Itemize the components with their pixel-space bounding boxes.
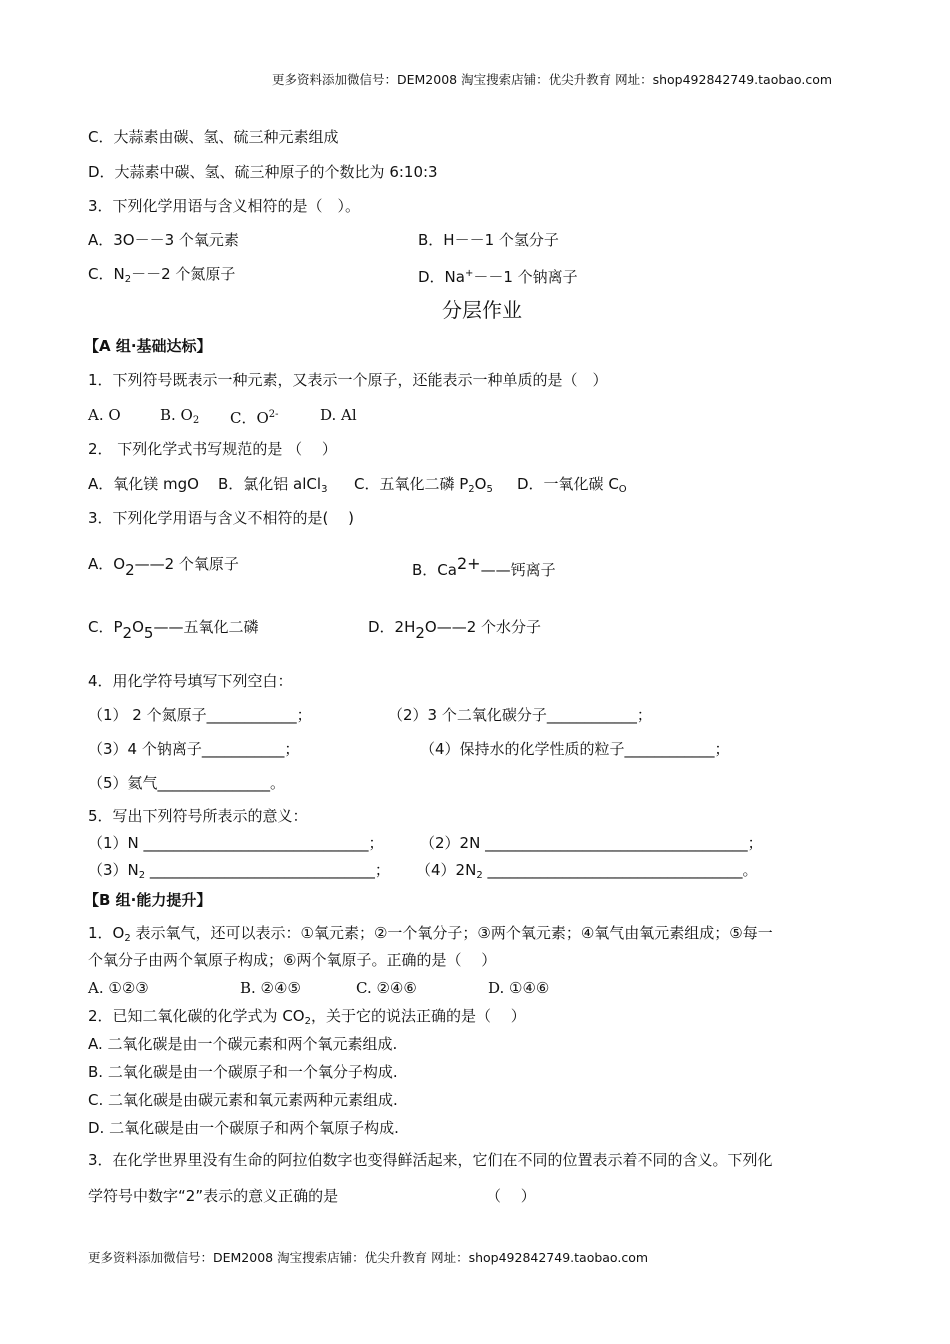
b-q2-option-a: A. 二氧化碳是由一个碳元素和两个氧元素组成.: [88, 1035, 398, 1053]
a-q1-option-d: D. Al: [320, 406, 357, 424]
a-q3-option-d: D．2H2O——2 个水分子: [368, 618, 542, 642]
a-q4-blank-3: （3）4 个钠离子___________；: [88, 740, 300, 758]
a-q3-option-b: B．Ca2+——钙离子: [412, 554, 556, 579]
b-q2-option-b: B. 二氧化碳是由一个碳原子和一个氧分子构成.: [88, 1063, 398, 1081]
prev-q3-option-b: B．H－－1 个氢分子: [418, 231, 559, 249]
b-q1-option-c: C. ②④⑥: [356, 979, 417, 997]
a-q4-blank-2: （2）3 个二氧化碳分子____________；: [388, 706, 652, 724]
group-b-heading: 【B 组·能力提升】: [84, 891, 212, 909]
a-q1-option-a: A. O: [88, 406, 121, 424]
prev-question-3: 3．下列化学用语与含义相符的是（ ）。: [88, 197, 361, 215]
a-q3-option-c: C．P2O5——五氧化二磷: [88, 618, 259, 642]
prev-q3-option-a: A．3O－－3 个氧元素: [88, 231, 239, 249]
a-q3-option-a: A．O2——2 个氧原子: [88, 555, 239, 579]
a-q2-option-c: C．五氧化二磷 $P_2O_5$: [354, 475, 493, 495]
section-title: 分层作业: [442, 298, 522, 322]
b-question-2: 2．已知二氧化碳的化学式为 $CO_2$，关于它的说法正确的是（ ）: [88, 1007, 526, 1027]
group-a-question-3: 3．下列化学用语与含义不相符的是( ): [88, 509, 355, 527]
group-a-question-4: 4．用化学符号填写下列空白：: [88, 672, 293, 690]
group-a-heading: 【A 组·基础达标】: [84, 337, 212, 355]
a-q4-blank-5: （5）氦气_______________。: [88, 774, 286, 792]
b-q1-option-a: A. ①②③: [88, 979, 149, 997]
a-q2-option-b: B．氯化铝 alCl$_3$: [218, 475, 328, 495]
prev-q3-option-c: C．$N_2--2$ 个氮原子: [88, 265, 236, 285]
b-q2-option-d: D. 二氧化碳是由一个碳原子和两个氧原子构成.: [88, 1119, 399, 1137]
b-question-3-line-1: 3．在化学世界里没有生命的阿拉伯数字也变得鲜活起来，它们在不同的位置表示着不同的含义。下列化: [88, 1151, 773, 1169]
a-q2-option-a: A．氧化镁 mgO: [88, 475, 199, 493]
b-q1-option-d: D. ①④⑥: [488, 979, 550, 997]
a-q2-option-d: D．一氧化碳 $C_O$: [517, 475, 627, 495]
page-header: 更多资料添加微信号：DEM2008 淘宝搜索店铺：优尖升教育 网址：shop492842749.taobao.com: [272, 72, 833, 87]
group-a-question-1: 1．下列符号既表示一种元素，又表示一个原子，还能表示一种单质的是（ ）: [88, 371, 608, 389]
a-q1-option-c: C．$O^{2-}$: [230, 409, 279, 427]
b-question-3-line-2: 学符号中数字“2”表示的意义正确的是: [88, 1187, 339, 1205]
prev-option-d: D．大蒜素中碳、氢、硫三种原子的个数比为 6:10:3: [88, 163, 438, 181]
a-q5-blank-3: $(3)N_2$ ______________________________；: [88, 861, 390, 881]
a-q1-option-b: B. $O_2$: [160, 406, 200, 426]
prev-q3-option-d: D．Na+－－1 个钠离子: [418, 268, 578, 286]
b-question-1-line-2: 个氧分子由两个氧原子构成；⑥两个氧原子。正确的是（ ）: [88, 951, 497, 969]
a-q4-blank-4: （4）保持水的化学性质的粒子____________；: [420, 740, 730, 758]
b-question-1-line-1: 1．$O_2$ 表示氧气，还可以表示：①氧元素；②一个氧分子；③两个氧元素；④氧气由氧元素组成；⑤每一: [88, 924, 773, 944]
group-a-question-5: 5．写出下列符号所表示的意义：: [88, 807, 308, 825]
b-question-3-paren: （ ）: [486, 1187, 536, 1205]
group-a-question-2: 2． 下列化学式书写规范的是 （ ）: [88, 440, 337, 458]
prev-option-c: C．大蒜素由碳、氢、硫三种元素组成: [88, 128, 339, 146]
a-q5-blank-4: $(4)2N_2$ __________________________________。: [416, 861, 758, 881]
a-q5-blank-1: （1）N ______________________________；: [88, 834, 384, 852]
page-footer: 更多资料添加微信号：DEM2008 淘宝搜索店铺：优尖升教育 网址：shop492842749.taobao.com: [88, 1250, 649, 1265]
b-q1-option-b: B. ②④⑤: [240, 979, 301, 997]
b-q2-option-c: C. 二氧化碳是由碳元素和氧元素两种元素组成.: [88, 1091, 398, 1109]
a-q4-blank-1: （1） 2 个氮原子____________；: [88, 706, 312, 724]
a-q5-blank-2: （2）2N ___________________________________；: [420, 834, 763, 852]
